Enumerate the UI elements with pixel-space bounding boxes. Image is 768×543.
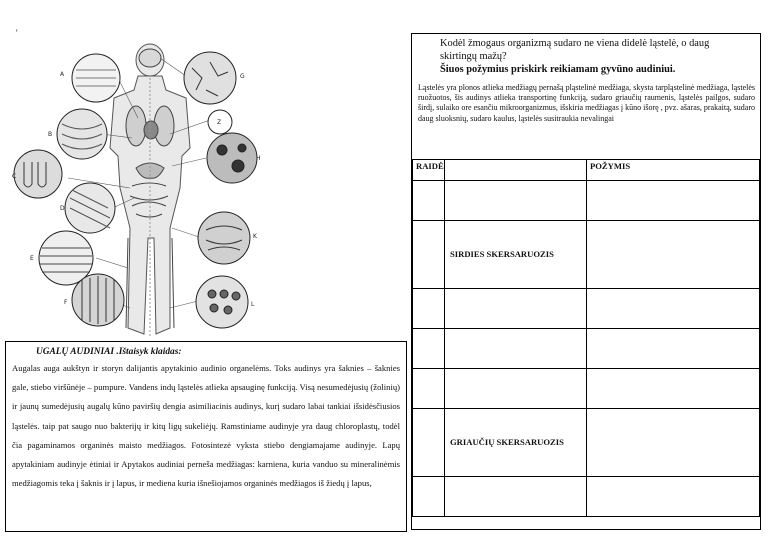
label-G: G — [240, 73, 245, 80]
plant-tissue-box — [5, 341, 407, 532]
letter-cell[interactable] — [413, 221, 445, 289]
table-header-row — [413, 160, 760, 181]
feature-cell[interactable] — [587, 329, 760, 369]
tissue-cell[interactable] — [445, 289, 587, 329]
feature-cell[interactable] — [587, 289, 760, 329]
letter-cell[interactable] — [413, 329, 445, 369]
letter-cell[interactable] — [413, 289, 445, 329]
label-D: D — [60, 205, 65, 212]
label-F: F — [64, 299, 68, 306]
table-row — [413, 329, 760, 369]
question-line-1: Kodėl žmogaus organizmą sudaro ne viena didelė ląstelė, o daug — [440, 38, 710, 49]
table-row — [413, 409, 760, 477]
table-row — [413, 369, 760, 409]
tissue-cell[interactable]: GRIAUČIŲ SKERSARUOZIS — [445, 409, 587, 477]
label-L: L — [251, 301, 255, 308]
label-A: A — [60, 71, 65, 78]
letter-cell[interactable] — [413, 181, 445, 221]
tissue-answer-table — [412, 159, 760, 517]
label-H: H — [256, 155, 261, 162]
tissue-cell[interactable] — [445, 477, 587, 517]
plant-tissue-text: Augalas auga aukštyn ir storyn dalijantis apytakinio audinio organelėms. Toks audinys yra šaknies – šaknies gale, stiebo viršūnėje – pumpure. Vandens indų ląstelės atlieka apsauginę funkciją. Visą nesumedėjusių (žolinių) ir jaunų sumedėjusių augalų kūno paviršių dengia asimiliacinis audinys, kurį sudaro labai tankiai išsidėsčiusios ląstelės. taip pat saugo nuo bakterijų ir kitų ligų sukeliėjų. Ramstiniame audinyje yra daug chloroplastų, todėl čia pagaminamos organinės maisto medžiagos. Fotosintezė vyksta stiebo dengiamajame audinyje. Lapų apytakiniam audinyje ėtiniai ir Apytakos audiniai perneša medžiagas: karniena, kuria vanduo su mineralinėmis medžiagomis teka į šaknis ir į lapus, ir mediena kuria išnešiojamos organinės medžiagos iš žiedų į lapus, — [12, 363, 400, 489]
task-instruction: Šiuos požymius priskirk reikiamam gyvūno audiniui. — [440, 64, 676, 75]
feature-cell[interactable] — [587, 409, 760, 477]
human-tissue-illustration — [10, 38, 262, 340]
label-K: K — [253, 233, 257, 240]
table-row — [413, 477, 760, 517]
letter-cell[interactable] — [413, 369, 445, 409]
header-feature: POŽYMIS — [587, 160, 760, 181]
feature-cell[interactable] — [587, 221, 760, 289]
label-Z: Z — [217, 119, 222, 126]
feature-cell[interactable] — [587, 181, 760, 221]
feature-cell[interactable] — [587, 477, 760, 517]
feature-cell[interactable] — [587, 369, 760, 409]
question-line-2: skirtingų mažų? — [440, 51, 507, 62]
header-letter: RAIDĖ — [413, 160, 445, 181]
animal-tissue-panel — [411, 33, 761, 530]
stray-mark: ' — [16, 28, 18, 38]
features-description: Ląstelės yra plonos atlieka medžiagų pernašą pląstelinė medžiaga, skysta tarpląstelinė medžiaga, ląstelės ruožuotos, šis audinys atlieka transportinę funkciją, sudaro griaučių raumenis, ląstelės pailgos, sudaro širdį, sulaiko ore esančiu mikroorganizmus, išskiria medžiagas į kūno išorę , pvz. ašaras, prakaitą, sudaro daug sluoksnių, sudaro kaulus, ląstelės susitraukia nevalingai — [418, 83, 755, 123]
header-tissue — [445, 160, 587, 181]
letter-cell[interactable] — [413, 477, 445, 517]
table-row — [413, 181, 760, 221]
tissue-cell[interactable] — [445, 181, 587, 221]
tissue-cell[interactable] — [445, 369, 587, 409]
label-E: E — [30, 255, 34, 262]
table-row — [413, 289, 760, 329]
letter-cell[interactable] — [413, 409, 445, 477]
tissue-cell[interactable] — [445, 329, 587, 369]
tissue-diagram-svg — [10, 38, 262, 340]
plant-tissue-title: UGALŲ AUDINIAI .Ištaisyk klaidas: — [36, 347, 182, 357]
label-B: B — [48, 131, 53, 138]
label-C: C — [12, 173, 17, 180]
table-row — [413, 221, 760, 289]
tissue-cell[interactable]: SIRDIES SKERSARUOZIS — [445, 221, 587, 289]
